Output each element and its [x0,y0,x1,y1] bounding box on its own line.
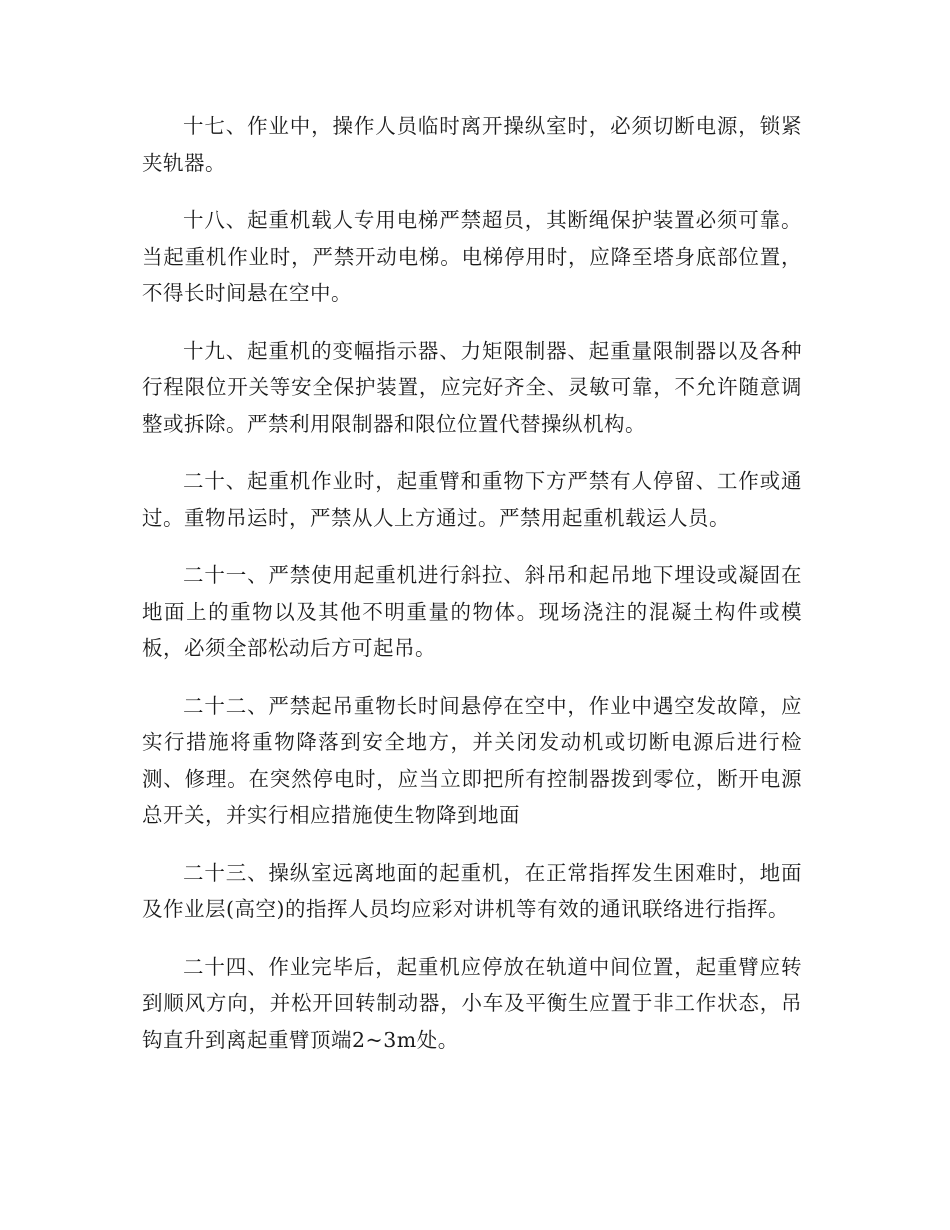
document-body [142,108,802,1079]
paragraph-21: 二十一、严禁使用起重机进行斜拉、斜吊和起吊地下埋设或凝固在地面上的重物以及其他不明重量的物体。现场浇注的混凝土构件或模板，必须全部松动后方可起吊。 [142,563,802,660]
paragraph-23: 二十三、操纵室远离地面的起重机，在正常指挥发生困难时，地面及作业层(高空)的指挥人员均应彩对讲机等有效的通讯联络进行指挥。 [142,860,802,921]
paragraph-19: 十九、起重机的变幅指示器、力矩限制器、起重量限制器以及各种行程限位开关等安全保护装置，应完好齐全、灵敏可靠，不允许随意调整或拆除。严禁利用限制器和限位位置代替操纵机构。 [142,338,802,436]
paragraph-24: 二十四、作业完毕后，起重机应停放在轨道中间位置，起重臂应转到顺风方向，并松开回转制动器，小车及平衡生应置于非工作状态，吊钩直升到离起重臂顶端2~3m处。 [142,954,802,1052]
paragraph-20: 二十、起重机作业时，起重臂和重物下方严禁有人停留、工作或通过。重物吊运时，严禁从人上方通过。严禁用起重机载运人员。 [142,469,802,530]
paragraph-18: 十八、起重机载人专用电梯严禁超员，其断绳保护装置必须可靠。当起重机作业时，严禁开动电梯。电梯停用时，应降至塔身底部位置，不得长时间悬在空中。 [142,208,802,305]
paragraph-17: 十七、作业中，操作人员临时离开操纵室时，必须切断电源，锁紧夹轨器。 [142,114,802,175]
paragraph-22: 二十二、严禁起吊重物长时间悬停在空中，作业中遇空发故障，应实行措施将重物降落到安全地方，并关闭发动机或切断电源后进行检测、修理。在突然停电时，应当立即把所有控制器拨到零位，断开电源总开关，并实行相应措施使生物降到地面 [142,693,802,827]
